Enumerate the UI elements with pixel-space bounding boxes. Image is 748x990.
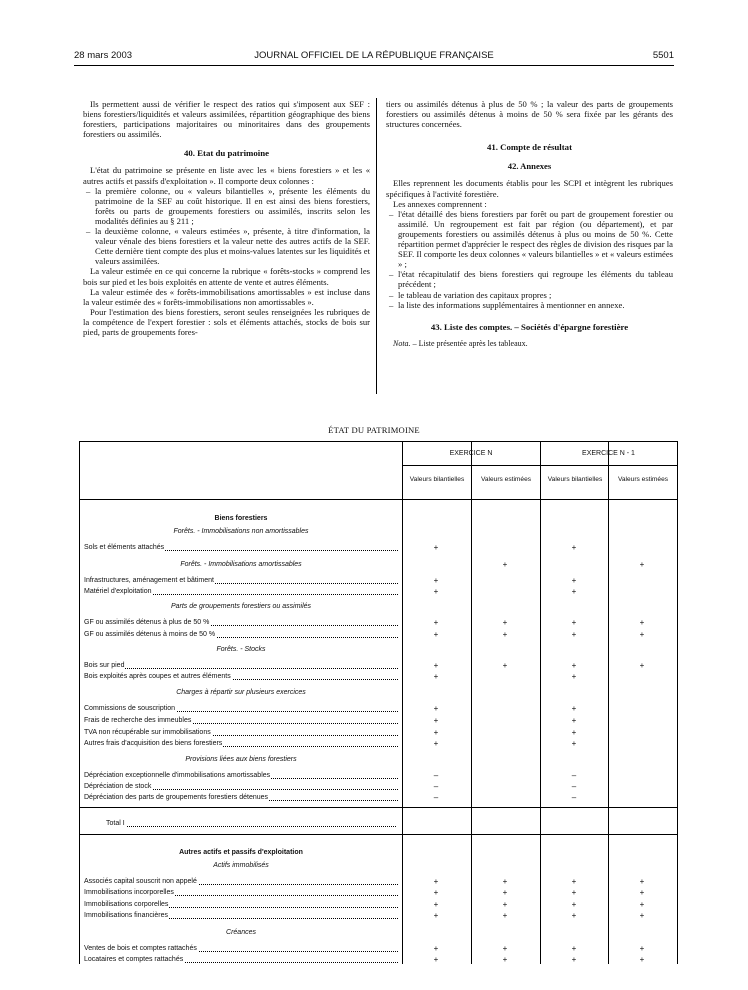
header-date: 28 mars 2003 (74, 50, 133, 61)
section-provisions: Provisions liées aux biens forestiers (185, 756, 297, 763)
plus-mark: + (433, 888, 439, 897)
list-item: – la deuxième colonne, « valeurs estimées », présente, à titre d'information, la valeur vénale des biens forestiers et la valeur nette des autres actifs de la SEF. Cette dernière tient compte des plus et moins-values latentes sur les liquidités et valeurs assimilées. (86, 226, 370, 267)
section-parts-groupements: Parts de groupements forestiers ou assimilés (170, 603, 312, 610)
plus-mark: + (571, 587, 577, 596)
table-col-line (540, 442, 541, 964)
minus-mark: – (571, 782, 577, 791)
table-col-line (471, 442, 472, 964)
plus-mark: + (571, 888, 577, 897)
plus-mark: + (502, 560, 508, 569)
column-separator (376, 98, 377, 394)
plus-mark: + (433, 672, 439, 681)
exercice-n1-header: EXERCICE N - 1 (582, 450, 635, 457)
section-actifs-immobilises: Actifs immobilisés (213, 862, 269, 869)
right-column (386, 99, 673, 349)
plus-mark: + (639, 618, 645, 627)
plus-mark: + (502, 900, 508, 909)
valeurs-estimees-header: Valeurs estimées (617, 476, 669, 483)
list-item: – la liste des informations supplémentaires à mentionner en annexe. (389, 299, 625, 310)
paragraph: La valeur estimée en ce qui concerne la rubrique « forêts-stocks » comprend les bois sur pied et les bois exploités en attente de vente et autres éléments. (83, 266, 370, 287)
plus-mark: + (433, 618, 439, 627)
table-row-line (402, 465, 677, 466)
header-title: JOURNAL OFFICIEL DE LA RÉPUBLIQUE FRANÇAISE (254, 50, 494, 61)
section-forets-amortissables: Forêts. - Immobilisations amortissables (180, 561, 302, 568)
exercice-n-header: EXERCICE N (449, 450, 493, 457)
plus-mark: + (433, 716, 439, 725)
header-page-number: 5501 (652, 50, 674, 61)
plus-mark: + (433, 900, 439, 909)
page-header (74, 50, 674, 64)
plus-mark: + (571, 704, 577, 713)
plus-mark: + (571, 728, 577, 737)
plus-mark: + (639, 877, 645, 886)
minus-mark: – (433, 793, 439, 802)
plus-mark: + (433, 955, 439, 964)
paragraph: L'état du patrimoine se présente en liste avec les « biens forestiers » et les « autres actifs et passifs d'exploitation ». Il comporte deux colonnes : (83, 165, 370, 186)
section-heading: 42. Annexes (507, 161, 552, 172)
section-biens-forestiers: Biens forestiers (214, 515, 268, 522)
plus-mark: + (571, 900, 577, 909)
plus-mark: + (502, 888, 508, 897)
bullet-list (83, 186, 370, 267)
plus-mark: + (433, 739, 439, 748)
paragraph: Elles reprennent les documents établis pour les SCPI et intègrent les rubriques spécifiques à l'activité forestière. (386, 178, 673, 199)
plus-mark: + (502, 911, 508, 920)
section-charges-a-repartir: Charges à répartir sur plusieurs exercices (176, 689, 306, 696)
plus-mark: + (433, 877, 439, 886)
plus-mark: + (433, 911, 439, 920)
valeurs-estimees-header: Valeurs estimées (480, 476, 532, 483)
plus-mark: + (571, 543, 577, 552)
patrimoine-table: EXERCICE N EXERCICE N - 1 Valeurs bilantielles Valeurs estimées Valeurs bilantielles Valeurs estimées Biens forestiers Forêts. - Immobilisations non amortissables Sols et éléments attachés + + Forêts. - Immobilisations amortissables + + Infrastructures, aménagement et bâtiment + + Matériel d'exploitation + + Parts de groupements forestiers ou assimilés GF ou assimilés détenus à plus de 50 % + + + + GF ou assimilés détenus à moins de 50 % + + + + Forêts. - Stocks Bois sur pied + + + + Bois exploités après coupes et autres éléments + + Charges à répartir sur plusieurs exercices Commissions de souscription + + Frais de recherche des immeubles + + TVA non récupérable sur immobilisations + + Autres frais d'acquisition des biens forestiers + + Provisions liées aux biens forestiers Dépréciation exceptionnelle d'immobilisations amortissables – – Dépréciation de stock – – Dépréciation des parts de groupements forestiers détenues – – Total I Autres actifs et passifs d'exploitation Actifs immobilisés Associés capital souscrit non appelé + + + + Immobilisations incorporelles + + + + Immobilisations corporelles + + + + Immobilisations financières + + + + Créances Ventes de bois et comptes rattachés + + + + Locataires et comptes rattachés + + + + (79, 441, 678, 964)
table-title: ÉTAT DU PATRIMOINE (328, 425, 420, 435)
section-heading: 43. Liste des comptes. – Sociétés d'épargne forestière (430, 321, 629, 332)
plus-mark: + (433, 587, 439, 596)
plus-mark: + (433, 661, 439, 670)
plus-mark: + (639, 560, 645, 569)
plus-mark: + (571, 944, 577, 953)
paragraph: Pour l'estimation des biens forestiers, seront seules renseignées les rubriques de la compétence de l'expert forestier : sols et éléments attachés, stocks de bois sur pied, parts de groupements fores- (83, 306, 370, 337)
plus-mark: + (639, 911, 645, 920)
list-item: – l'état récapitulatif des biens forestiers qui regroupe les éléments du tableau précédent ; (389, 269, 673, 290)
plus-mark: + (639, 944, 645, 953)
plus-mark: + (502, 630, 508, 639)
bullet-list (386, 209, 673, 310)
list-item: – le tableau de variation des capitaux propres ; (389, 289, 552, 300)
plus-mark: + (571, 661, 577, 670)
note: Nota. – Liste présentée après les tableaux. (393, 338, 528, 348)
left-column (83, 99, 370, 337)
section-autres-actifs: Autres actifs et passifs d'exploitation (179, 849, 303, 856)
plus-mark: + (571, 911, 577, 920)
plus-mark: + (433, 728, 439, 737)
paragraph: tiers ou assimilés détenus à plus de 50 % ; la valeur des parts de groupements forestiers ou assimilés détenus à moins de 50 % sera fixée par les gérants des structures concernées. (386, 99, 673, 130)
plus-mark: + (571, 618, 577, 627)
plus-mark: + (433, 944, 439, 953)
plus-mark: + (571, 630, 577, 639)
section-forets-stocks: Forêts. - Stocks (216, 646, 266, 653)
minus-mark: – (571, 771, 577, 780)
plus-mark: + (639, 630, 645, 639)
section-forets-non-amortissables: Forêts. - Immobilisations non amortissables (173, 528, 309, 535)
section-creances: Créances (226, 929, 256, 936)
plus-mark: + (502, 618, 508, 627)
section-heading: 41. Compte de résultat (486, 142, 573, 153)
table-col-line (402, 442, 403, 964)
plus-mark: + (433, 543, 439, 552)
minus-mark: – (571, 793, 577, 802)
plus-mark: + (502, 944, 508, 953)
plus-mark: + (571, 576, 577, 585)
plus-mark: + (571, 716, 577, 725)
table-row-line (80, 807, 677, 808)
plus-mark: + (571, 739, 577, 748)
valeurs-bilantielles-header: Valeurs bilantielles (547, 476, 603, 483)
paragraph: Les annexes comprennent : (393, 198, 487, 209)
table-row-line (80, 834, 677, 835)
plus-mark: + (571, 672, 577, 681)
minus-mark: – (433, 782, 439, 791)
plus-mark: + (639, 888, 645, 897)
paragraph: Ils permettent aussi de vérifier le respect des ratios qui s'imposent aux SEF : biens forestiers/liquidités et valeurs assimilées, répartition géographique des biens forestiers, participations majoritaires ou minoritaires dans des groupements forestiers ou assimilés. (83, 99, 370, 140)
plus-mark: + (639, 900, 645, 909)
table-col-line (608, 442, 609, 964)
plus-mark: + (502, 877, 508, 886)
list-item: – la première colonne, ou « valeurs bilantielles », présente les éléments du patrimoine de la SEF au coût historique. Il en est ainsi des biens forestiers, forêts ou parts de groupements forestiers ou assimilés, inscrits selon les modalités définies au § 211 ; (86, 185, 370, 226)
list-item: – l'état détaillé des biens forestiers par forêt ou part de groupement forestier ou assimilé. Un regroupement est fait par région (ou département), et par groupements forestiers ou assimilés détenus à plus ou moins de 50 %. Cette répartition permet d'apprécier le respect des règles de division des risques par la SEF. Il comporte les deux colonnes « valeurs bilantielles » et « valeurs estimées » ; (389, 208, 673, 270)
valeurs-bilantielles-header: Valeurs bilantielles (409, 476, 465, 483)
plus-mark: + (433, 576, 439, 585)
plus-mark: + (571, 955, 577, 964)
plus-mark: + (639, 661, 645, 670)
plus-mark: + (502, 661, 508, 670)
plus-mark: + (433, 704, 439, 713)
plus-mark: + (502, 955, 508, 964)
paragraph: La valeur estimée des « forêts-immobilisations amortissables » est incluse dans la valeur estimée des « forêts-immobilisations non amortissables ». (83, 286, 370, 307)
minus-mark: – (433, 771, 439, 780)
table-row-line (80, 499, 677, 500)
plus-mark: + (571, 877, 577, 886)
plus-mark: + (639, 955, 645, 964)
section-heading: 40. Etat du patrimoine (183, 148, 270, 159)
plus-mark: + (433, 630, 439, 639)
header-rule (74, 65, 674, 66)
